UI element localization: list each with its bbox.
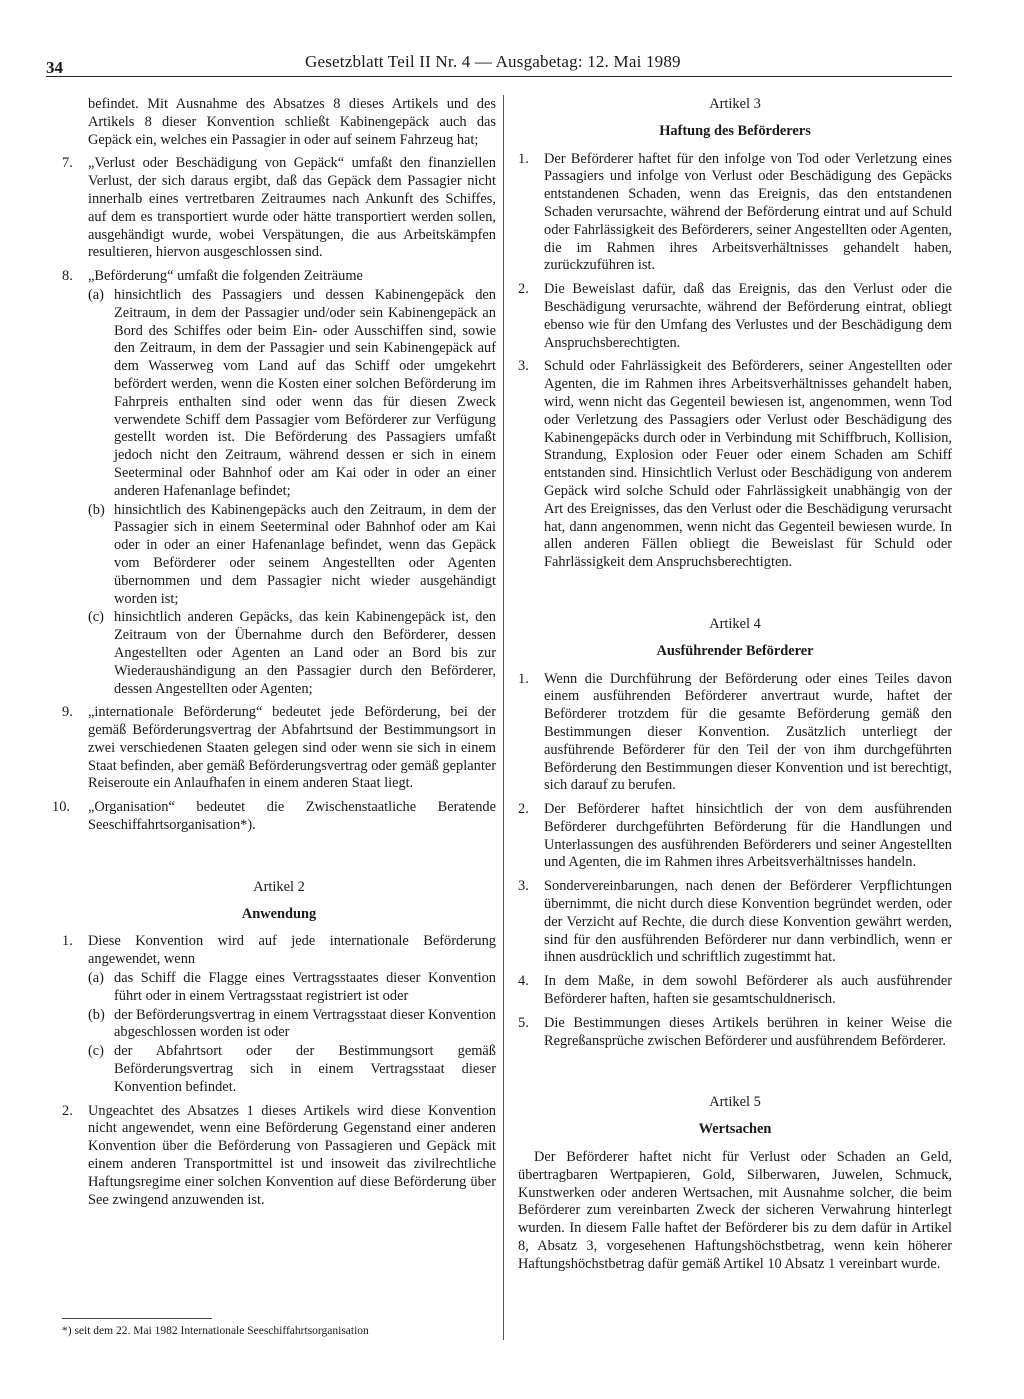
- article-4-item-3: [518, 878, 952, 967]
- subitem-letter: (b): [88, 1006, 105, 1023]
- item-number: 3.: [518, 878, 529, 895]
- item-number: 4.: [518, 973, 529, 990]
- item-text: „Beförderung“ umfaßt die folgenden Zeiträume: [88, 268, 363, 285]
- header-rule: [46, 76, 952, 77]
- article-2-title: Artikel 2: [253, 878, 305, 895]
- article-5-title: Artikel 5: [709, 1094, 761, 1111]
- item-number: 9.: [62, 704, 73, 721]
- article-4-item-4: [518, 973, 952, 1009]
- subitem-text: der Beförderungsvertrag in einem Vertragsstaat dieser Konvention abgeschlossen worden ist oder: [114, 1006, 496, 1041]
- article-5-text: Der Beförderer haftet nicht für Verlust oder Schaden an Geld, übertragbaren Wertpapieren, Gold, Silberwaren, Juwelen, Schmuck, Kunstwerken oder anderen Wertsachen, mit Ausnahme solcher, die beim Beförderer zum vereinbarten Zweck der sicheren Verwahrung hinterlegt wurden. In diesem Falle haftet der Beförderer bis zu dem dafür in Artikel 8, Absatz 3, vorgesehenen Haftungshöchstbetrag, wenn kein höherer Haftungshöchstbetrag dafür gemäß Artikel 10 Absatz 1 vereinbart wurde.: [518, 1149, 952, 1272]
- subitem-text: hinsichtlich des Passagiers und dessen Kabinengepäck den Zeitraum, in dem der Passagier und/oder sein Kabinengepäck an Bord des Schiffes oder beim Ein- oder Ausschiffen sind, sowie den Zeitraum, in dem der Passagier und sein Kabinengepäck auf dem Wasserweg vom Land auf das Schiff oder umgekehrt befördert werden, wenn die Kosten einer solchen Beförderung im Fahrpreis enthalten sind oder wenn das für diesen Zweck verwendete Schiff dem Passagier vom Beförderer zur Verfügung gestellt worden ist. Die Beförderung des Passagiers umfaßt jedoch nicht den Zeitraum, während dessen er sich in einem Seeterminal oder Bahnhof oder am Kai oder in oder an einer anderen Hafenanlage befindet;: [114, 286, 496, 499]
- definition-10: [52, 799, 496, 835]
- subitem-8c: [88, 609, 496, 698]
- item-number: 7.: [62, 155, 73, 172]
- item-text: „Organisation“ bedeutet die Zwischenstaatliche Beratende Seeschiffahrtsorganisation*).: [88, 799, 496, 834]
- item-number: 3.: [518, 358, 529, 375]
- definition-7: [62, 155, 496, 262]
- intro-paragraph: befindet. Mit Ausnahme des Absatzes 8 dieses Artikels und des Artikels 8 dieser Konvention schließt Kabinengepäck auch das Gepäck ein, welches ein Passagier in oder auf seinem Fahrzeug hat;: [88, 96, 496, 148]
- running-head: Gesetzblatt Teil II Nr. 4 — Ausgabetag: 12. Mai 1989: [305, 52, 681, 71]
- article-4-subtitle: Ausführender Beförderer: [656, 642, 814, 659]
- item-text: In dem Maße, in dem sowohl Beförderer als auch ausführender Beförderer haften, haften sie gesamtschuldnerisch.: [544, 973, 952, 1008]
- article-4-item-2: [518, 801, 952, 872]
- definition-9: [62, 704, 496, 793]
- article-2-item-2: [62, 1103, 496, 1210]
- item-number: 8.: [62, 268, 73, 285]
- item-text: Ungeachtet des Absatzes 1 dieses Artikels wird diese Konvention nicht angewendet, wenn eine Beförderung Gegenstand einer anderen Konvention über die Beförderung von Passagieren und Gepäck mit einem anderen Transportmittel ist und insoweit das zivilrechtliche Haftungsregime einer solchen Konvention auf diese Beförderung über See zwingend anzuwenden ist.: [88, 1102, 496, 1208]
- item-text: Die Bestimmungen dieses Artikels berühren in keiner Weise die Regreßansprüche zwischen Beförderer und ausführendem Beförderer.: [544, 1014, 952, 1049]
- article-4-item-5: [518, 1015, 952, 1051]
- definition-8: [62, 268, 496, 698]
- item-number: 1.: [62, 933, 73, 950]
- article-3-item-3: [518, 358, 952, 572]
- subitem-letter: (b): [88, 501, 105, 518]
- subitem-letter: (a): [88, 970, 104, 987]
- item-text: Schuld oder Fahrlässigkeit des Beförderers, seiner Angestellten oder Agenten, die im Rahmen ihres Arbeitsverhältnisses gehandelt haben, wird, wenn nicht das Gegenteil bewiesen ist, angenommen, wenn Tod oder Verletzung des Passagiers oder Verlust oder Beschädigung des Kabinengepäcks durch oder in Verbindung mit Schiffbruch, Kollision, Strandung, Explosion oder Feuer oder einem Schaden am Schiff entstanden sind. Hinsichtlich Verlust oder Beschädigung von anderem Gepäck wird solche Schuld oder Fahrlässigkeit unabhängig von der Art des Ereignisses, das den Verlust oder die Beschädigung verursacht hat, dann angenommen, wenn nicht das Gegenteil bewiesen wurde. In allen anderen Fällen obliegt die Beweislast für Schuld oder Fahrlässigkeit dem Anspruchsberechtigten.: [544, 358, 952, 571]
- subitem-8a: [88, 287, 496, 501]
- item-text: Die Beweislast dafür, daß das Ereignis, das den Verlust oder die Beschädigung verursachte, während der Beförderung eintrat, obliegt ebenso wie für den Umfang des Verlustes und der Beschädigung dem Anspruchsberechtigten.: [544, 281, 952, 351]
- article-2-item-1: [62, 933, 496, 1096]
- subitem-c: [88, 1043, 496, 1096]
- column-divider: [503, 95, 504, 1340]
- item-number: 2.: [518, 801, 529, 818]
- article-2-subtitle: Anwendung: [241, 905, 317, 922]
- right-column: [518, 96, 952, 1274]
- item-text: Diese Konvention wird auf jede internationale Beförderung angewendet, wenn: [88, 933, 496, 968]
- item-text: Wenn die Durchführung der Beförderung oder eines Teiles davon einem ausführenden Beförderer anvertraut wurde, haftet der Beförderer trotzdem für die gesamte Beförderung gemäß den Bestimmungen dieser Konvention. Zusätzlich unterliegt der ausführende Beförderer für den Teil der von ihm durchgeführten Beförderung den Bestimmungen dieser Konvention und ist berechtigt, sich darauf zu berufen.: [544, 670, 952, 794]
- footnote: *) seit dem 22. Mai 1982 Internationale Seeschiffahrtsorganisation: [62, 1325, 369, 1337]
- article-4-item-1: [518, 671, 952, 796]
- item-text: Sondervereinbarungen, nach denen der Beförderer Verpflichtungen übernimmt, die nicht durch diese Konvention begründet werden, oder der Verzicht auf Rechte, die durch diese Konvention gewährt werden, sind für den ausführenden Beförderer nur dann verbindlich, wenn er ihnen ausdrücklich und schriftlich zugestimmt hat.: [544, 878, 952, 966]
- subitem-a: [88, 970, 496, 1006]
- item-number: 2.: [518, 281, 529, 298]
- subitem-letter: (a): [88, 286, 104, 303]
- article-3-item-1: [518, 151, 952, 276]
- article-4-title: Artikel 4: [709, 615, 761, 632]
- item-text: „Verlust oder Beschädigung von Gepäck“ umfaßt den finanziellen Verlust, der sich daraus ergibt, daß das Gepäck dem Passagier nicht innerhalb eines vertretbaren Zeitraumes nach Ankunft des Schiffes, auf dem es transportiert wurde oder hätte transportiert werden sollen, ausgehändigt wurde, wobei Verspätungen, die aus Arbeitskämpfen resultieren, hiervon ausgeschlossen sind.: [88, 155, 496, 261]
- page-number: 34: [46, 58, 63, 77]
- article-3-subtitle: Haftung des Beförderers: [659, 122, 811, 139]
- subitem-letter: (c): [88, 1043, 104, 1060]
- subitem-text: das Schiff die Flagge eines Vertragsstaates dieser Konvention führt oder in einem Vertragsstaat registriert ist oder: [114, 970, 496, 1004]
- item-text: „internationale Beförderung“ bedeutet jede Beförderung, bei der gemäß Beförderungsvertrag der Abfahrtsund der Bestimmungsort in zwei verschiedenen Staaten gelegen sind oder wenn sie sich in einem Staat befinden, aber gemäß Beförderungsvertrag oder gemäß geplanter Reiseroute ein Anlaufhafen in einem anderen Staat liegt.: [88, 704, 496, 792]
- subitem-text: hinsichtlich des Kabinengepäcks auch den Zeitraum, in dem der Passagier sich in einem Seeterminal oder Bahnhof oder am Kai oder in oder an einer Hafenanlage befindet, wenn das Gepäck vom Beförderer oder seinem Angestellten oder Agenten übernommen und dem Passagier nicht wieder ausgehändigt worden ist;: [114, 501, 496, 607]
- item-number: 5.: [518, 1014, 529, 1031]
- article-3-title: Artikel 3: [709, 96, 761, 112]
- item-text: Der Beförderer haftet hinsichtlich der von dem ausführenden Beförderer durchgeführten Beförderung für die Handlungen und Unterlassungen des ausführenden Beförderers und seiner Angestellten und Agenten, die im Rahmen ihres Arbeitsverhältnisses handeln.: [544, 801, 952, 871]
- item-number: 1.: [518, 150, 529, 167]
- footnote-rule: [62, 1318, 212, 1319]
- subitem-letter: (c): [88, 609, 104, 626]
- item-number: 2.: [62, 1102, 73, 1119]
- article-5-subtitle: Wertsachen: [698, 1121, 772, 1138]
- subitem-text: der Abfahrtsort oder der Bestimmungsort gemäß Beförderungsvertrag sich in einem Vertragsstaat dieser Konvention befindet.: [114, 1043, 496, 1095]
- subitem-8b: [88, 502, 496, 609]
- item-number: 1.: [518, 670, 529, 687]
- item-number: 10.: [52, 799, 70, 816]
- left-column: [52, 96, 496, 1209]
- subitem-b: [88, 1007, 496, 1043]
- subitem-text: hinsichtlich anderen Gepäcks, das kein Kabinengepäck ist, den Zeitraum von der Übernahme durch den Beförderer, dessen Angestellten oder Agenten an Land oder an Bord bis zur Wiederaushändigung an den Passagier durch den Beförderer, dessen Angestellten oder Agenten;: [114, 609, 496, 697]
- article-3-item-2: [518, 281, 952, 352]
- item-text: Der Beförderer haftet für den infolge von Tod oder Verletzung eines Passagiers und infolge von Verlust oder Beschädigung des Gepäcks entstandenen Schaden, wenn das Ereignis, das den entstandenen Schaden verursachte, während der Beförderung eintrat und auf Schuld oder Fahrlässigkeit des Beförderers, seiner Angestellten oder Agenten, die im Rahmen ihres Arbeitsverhältnisses gehandelt haben, zurückzuführen ist.: [544, 150, 952, 274]
